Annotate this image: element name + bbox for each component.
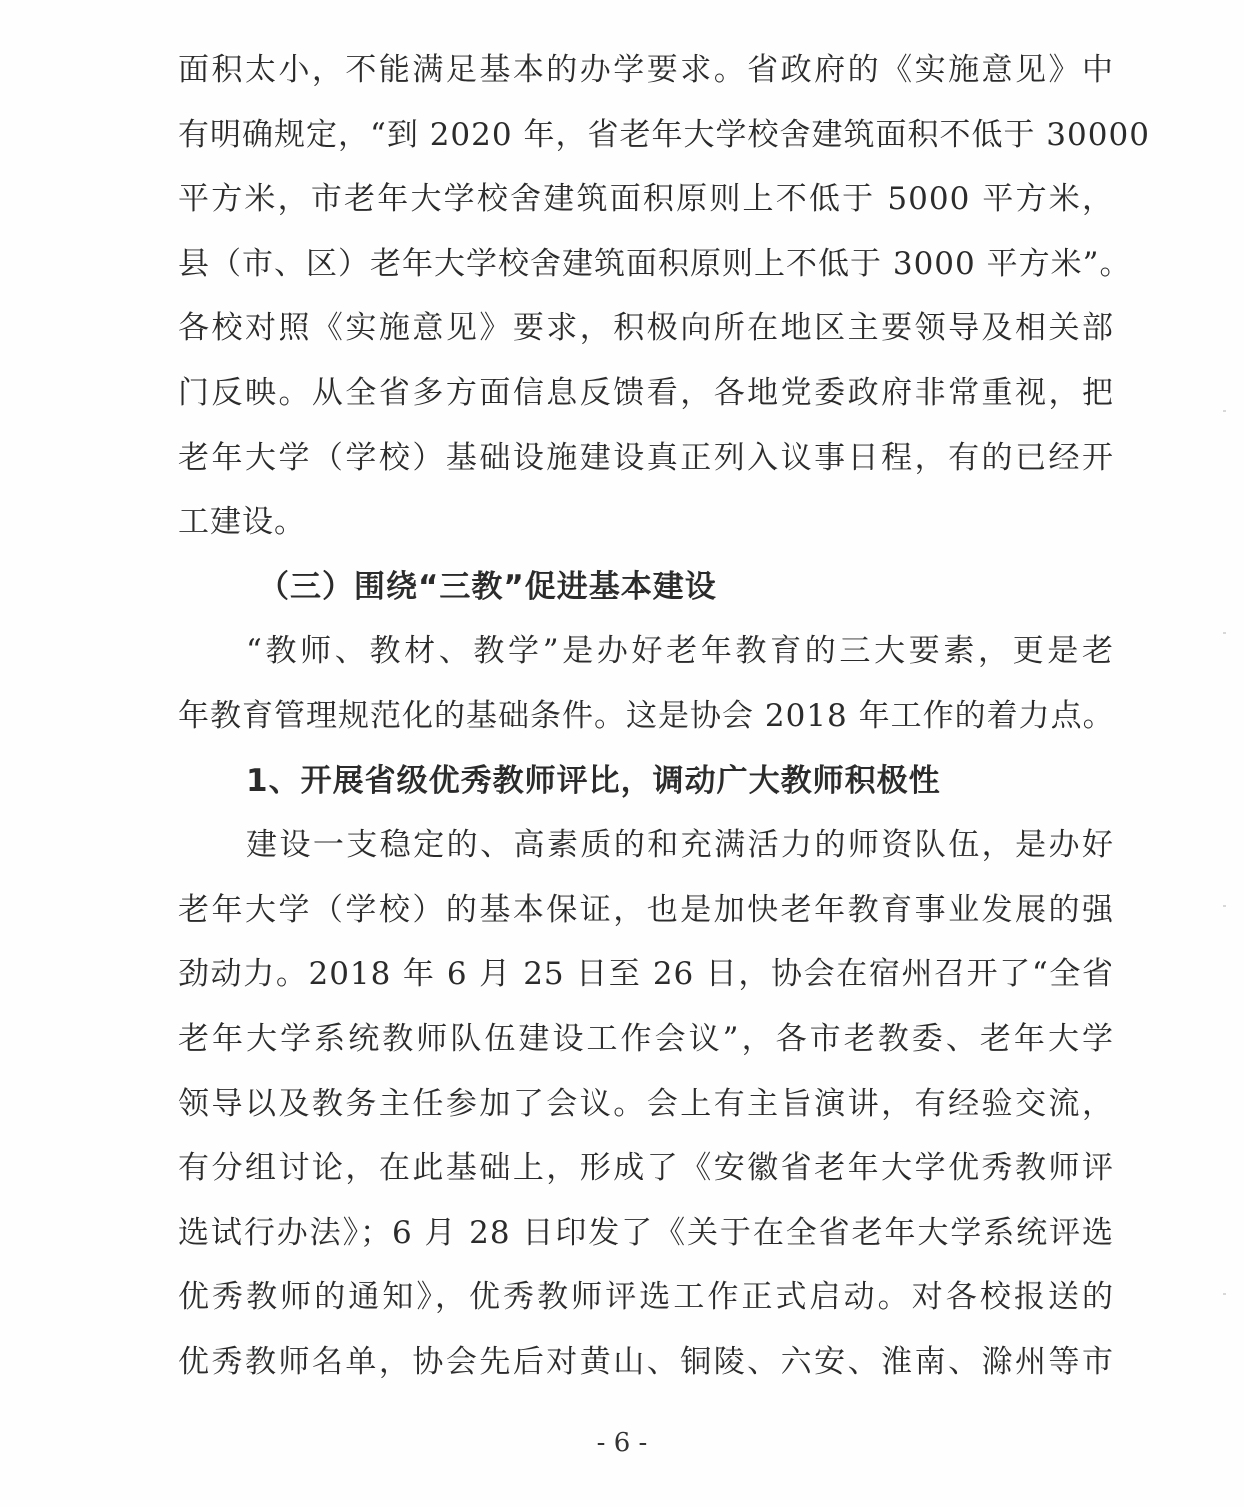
- text-line: 门反映。从全省多方面信息反馈看，各地党委政府非常重视，把: [178, 374, 1114, 411]
- scan-mark: [1223, 905, 1226, 907]
- text-line: 老年大学（学校）的基本保证，也是加快老年教育事业发展的强: [178, 891, 1114, 928]
- scan-mark: [1223, 1293, 1226, 1295]
- text-line: 各校对照《实施意见》要求，积极向所在地区主要领导及相关部: [178, 310, 1114, 347]
- text-line: 优秀教师名单，协会先后对黄山、铜陵、六安、淮南、滁州等市: [178, 1343, 1114, 1380]
- text-line: 面积太小，不能满足基本的办学要求。省政府的《实施意见》中: [178, 52, 1114, 88]
- text-line: 工建设。: [178, 504, 306, 541]
- text-line: 年教育管理规范化的基础条件。这是协会 2018 年工作的着力点。: [178, 697, 1115, 734]
- text-line: 老年大学（学校）基础设施建设真正列入议事日程，有的已经开: [178, 439, 1114, 476]
- text-line: 老年大学系统教师队伍建设工作会议”，各市老教委、老年大学: [178, 1020, 1114, 1057]
- text-line: 选试行办法》；6 月 28 日印发了《关于在全省老年大学系统评选: [178, 1214, 1114, 1251]
- scan-mark: [1223, 632, 1226, 634]
- text-line: 领导以及教务主任参加了会议。会上有主旨演讲，有经验交流，: [178, 1085, 1114, 1122]
- text-line: 建设一支稳定的、高素质的和充满活力的师资队伍，是办好: [246, 827, 1114, 864]
- text-line: 优秀教师的通知》，优秀教师评选工作正式启动。对各校报送的: [178, 1279, 1114, 1316]
- document-body: [178, 38, 1150, 1394]
- text-line: 县（市、区）老年大学校舍建筑面积原则上不低于 3000 平方米”。: [178, 245, 1132, 282]
- text-line: “教师、教材、教学”是办好老年教育的三大要素，更是老: [246, 633, 1114, 670]
- text-line: 有明确规定，“到 2020 年，省老年大学校舍建筑面积不低于 30000: [178, 116, 1150, 153]
- text-line: 有分组讨论，在此基础上，形成了《安徽省老年大学优秀教师评: [178, 1150, 1114, 1187]
- subsection-heading: 1、开展省级优秀教师评比，调动广大教师积极性: [246, 762, 941, 799]
- text-line: 劲动力。2018 年 6 月 25 日至 26 日，协会在宿州召开了“全省: [178, 956, 1114, 993]
- section-heading: （三）围绕“三教”促进基本建设: [258, 568, 717, 605]
- text-line: 平方米，市老年大学校舍建筑面积原则上不低于 5000 平方米，: [178, 181, 1114, 218]
- scan-mark: [1223, 410, 1226, 412]
- page-number: - 6 -: [596, 1428, 648, 1458]
